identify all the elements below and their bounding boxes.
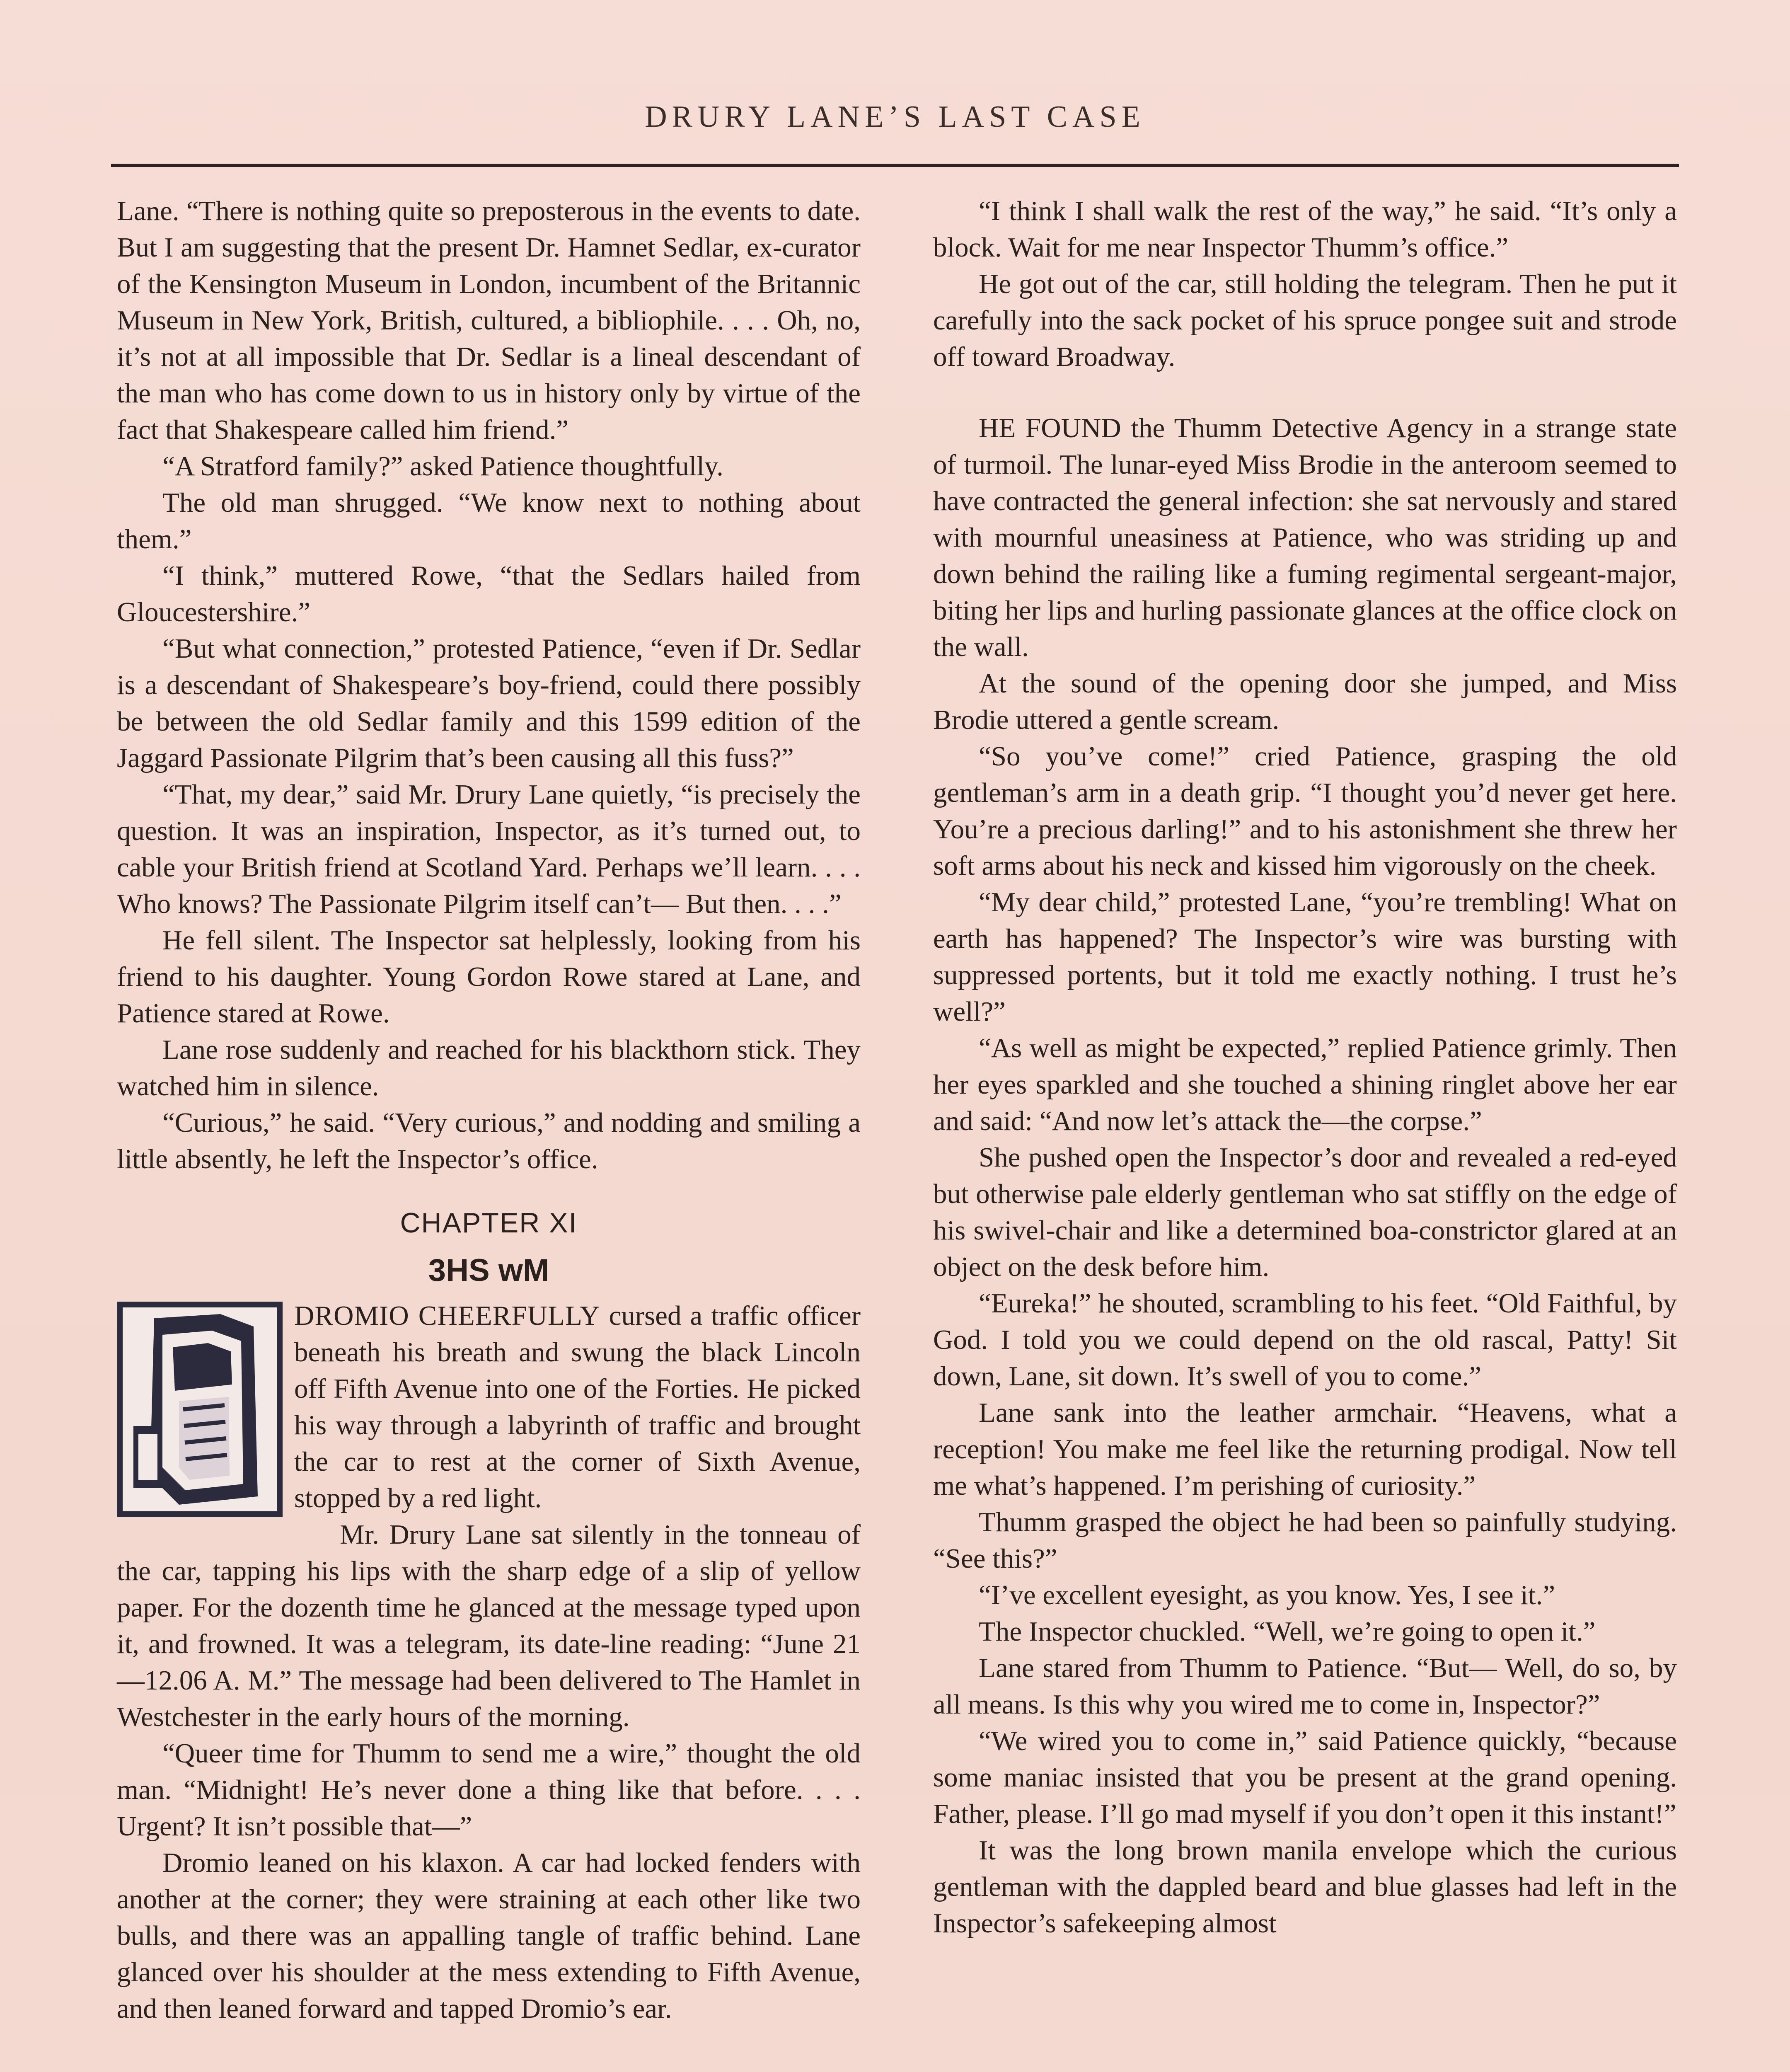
paragraph: “My dear child,” protested Lane, “you’re trembling! What on earth has happened? The Inspector’s wire was bursting with suppressed portents, but it told me exactly nothing. I trust he’s well?” [933, 887, 1677, 1027]
paragraph: Dromio leaned on his klaxon. A car had locked fenders with another at the corner; they were straining at each other like two bulls, and there was an appalling tangle of traffic behind. Lane glanced over his shoulder at the mess extending to Fifth Avenue, and then leaned forward and tapped Dromio’s ear. [117, 1847, 861, 2024]
paragraph: Lane rose suddenly and reached for his blackthorn stick. They watched him in silence. [117, 1034, 861, 1101]
paragraph: “But what connection,” protested Patience, “even if Dr. Sedlar is a descendant of Shakespeare’s boy-friend, could there possibly be between the old Sedlar family and this 1599 edition of the Jaggard Passionate Pilgrim that’s been causing all this fuss?” [117, 633, 861, 773]
paragraph: She pushed open the Inspector’s door and revealed a red-eyed but otherwise pale elderly gentleman who sat stiffly on the edge of his swivel-chair and like a determined boa-constrictor glared at an object on the desk before him. [933, 1142, 1677, 1282]
chapter-label: CHAPTER XI [400, 1207, 578, 1239]
paragraph: “I think,” muttered Rowe, “that the Sedlars hailed from Gloucestershire.” [117, 560, 861, 627]
paragraph: “So you’ve come!” cried Patience, grasping the old gentleman’s arm in a death grip. “I thought you’d never get here. You’re a precious darling!” and to his astonishment she threw her soft arms about his neck and kissed him vigorously on the cheek. [933, 741, 1677, 881]
header-rule [111, 164, 1679, 167]
paragraph: “We wired you to come in,” said Patience quickly, “because some maniac insisted that you be present at the grand opening. Father, please. I’ll go mad myself if you don’t open it this instant!” [933, 1726, 1677, 1829]
paragraph: He fell silent. The Inspector sat helplessly, looking from his friend to his daughter. Young Gordon Rowe stared at Lane, and Patience stared at Rowe. [117, 925, 861, 1029]
running-head: DRURY LANE’S LAST CASE [645, 100, 1145, 134]
paragraph: Lane stared from Thumm to Patience. “But— Well, do so, by all means. Is this why you wired me to come in, Inspector?” [933, 1653, 1677, 1720]
left-column [117, 193, 861, 2027]
paragraph: Lane sank into the leather armchair. “Heavens, what a reception! You make me feel like the returning prodigal. Now tell me what’s happened. I’m perishing of curiosity.” [933, 1397, 1677, 1501]
paragraph: “Queer time for Thumm to send me a wire,” thought the old man. “Midnight! He’s never done a thing like that before. . . . Urgent? It isn’t possible that—” [117, 1738, 861, 1842]
car-illustration [117, 1302, 283, 1517]
chapter-lead-in: DROMIO CHEERFULLY [294, 1300, 600, 1331]
paragraph: Mr. Drury Lane sat silently in the tonneau of the car, tapping his lips with the sharp edge of a slip of yellow paper. For the dozenth time he glanced at the message typed upon it, and frowned. It was a telegram, its date-line reading: “June 21—12.06 A. M.” The message had been delivered to The Hamlet in Westchester in the early hours of the morning. [117, 1519, 861, 1732]
paragraph: “I’ve excellent eyesight, as you know. Yes, I see it.” [979, 1580, 1555, 1610]
paragraph: “As well as might be expected,” replied Patience grimly. Then her eyes sparkled and she touched a shining ringlet above her ear and said: “And now let’s attack the—the corpse.” [933, 1033, 1677, 1136]
section-break [933, 375, 1677, 410]
chapter-title: 3HS wM [428, 1253, 549, 1288]
paragraph: Thumm grasped the object he had been so painfully studying. “See this?” [933, 1507, 1677, 1574]
right-column [933, 193, 1677, 1941]
paragraph: “A Stratford family?” asked Patience thoughtfully. [162, 451, 723, 482]
paragraph: “Eureka!” he shouted, scrambling to his feet. “Old Faithful, by God. I told you we could depend on the old rascal, Patty! Sit down, Lane, sit down. It’s swell of you to come.” [933, 1288, 1677, 1392]
chapter-opening-text: cursed a traffic officer beneath his breath and swung the black Lincoln off Fifth Avenue into one of the Forties. He picked his way through a labyrinth of traffic and brought the car to rest at the corner of Sixth Avenue, stopped by a red light. [294, 1300, 861, 1513]
paragraph: Lane. “There is nothing quite so preposterous in the events to date. But I am suggesting that the present Dr. Hamnet Sedlar, ex-curator of the Kensington Museum in London, incumbent of the Britannic Museum in New York, British, cultured, a bibliophile. . . . Oh, no, it’s not at all impossible that Dr. Sedlar is a lineal descendant of the man who has come down to us in history only by virtue of the fact that Shakespeare called him friend.” [117, 196, 861, 445]
paragraph: The old man shrugged. “We know next to nothing about them.” [117, 487, 861, 554]
paragraph: At the sound of the opening door she jumped, and Miss Brodie uttered a gentle scream. [933, 668, 1677, 735]
paragraph: HE FOUND the Thumm Detective Agency in a strange state of turmoil. The lunar-eyed Miss Brodie in the anteroom seemed to have contracted the general infection: she sat nervously and stared with mournful uneasiness at Patience, who was striding up and down behind the railing like a fuming regimental sergeant-major, biting her lips and hurling passionate glances at the office clock on the wall. [933, 413, 1677, 662]
paragraph: “Curious,” he said. “Very curious,” and nodding and smiling a little absently, he left the Inspector’s office. [117, 1107, 861, 1174]
paragraph: He got out of the car, still holding the telegram. Then he put it carefully into the sack pocket of his spruce pongee suit and strode off toward Broadway. [933, 269, 1677, 372]
paragraph: “That, my dear,” said Mr. Drury Lane quietly, “is precisely the question. It was an inspiration, Inspector, as it’s turned out, to cable your British friend at Scotland Yard. Perhaps we’ll learn. . . . Who knows? The Passionate Pilgrim itself can’t— But then. . . .” [117, 779, 861, 919]
paragraph: “I think I shall walk the rest of the way,” he said. “It’s only a block. Wait for me near Inspector Thumm’s office.” [933, 196, 1677, 263]
paragraph: The Inspector chuckled. “Well, we’re going to open it.” [979, 1616, 1596, 1647]
chapter-opening-paragraph [117, 1297, 861, 1516]
paragraph: It was the long brown manila envelope which the curious gentleman with the dappled beard and blue glasses had left in the Inspector’s safekeeping almost [933, 1835, 1677, 1939]
